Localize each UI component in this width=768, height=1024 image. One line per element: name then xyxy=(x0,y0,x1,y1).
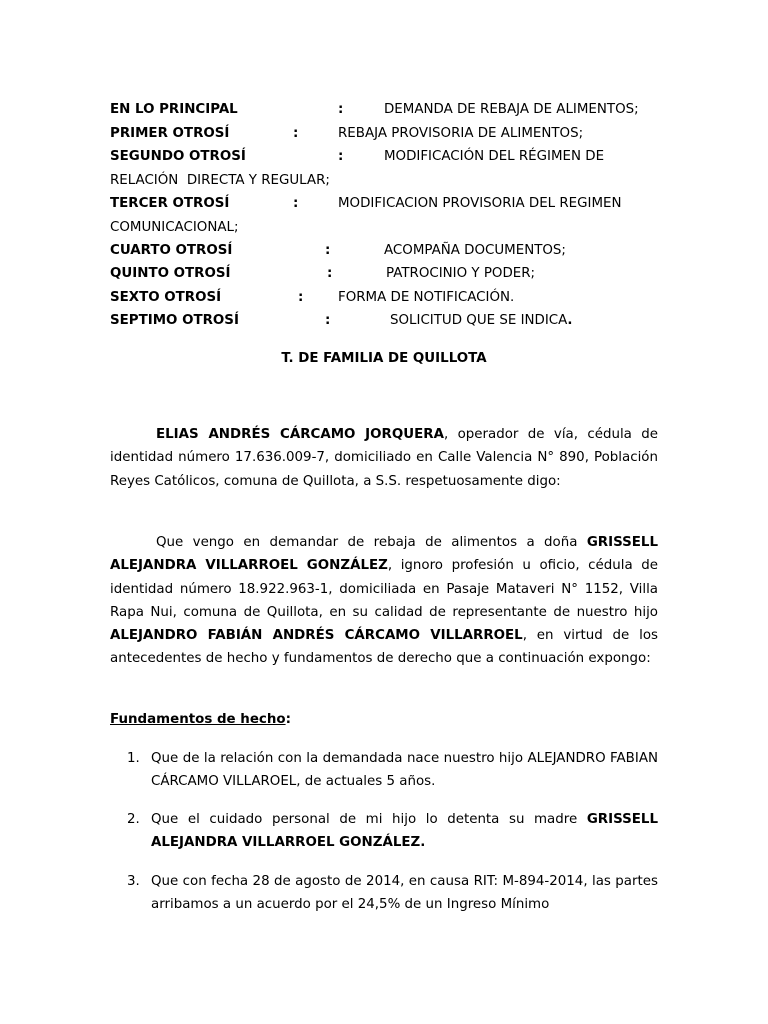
court-title: T. DE FAMILIA DE QUILLOTA xyxy=(281,351,487,366)
section-title-text: Fundamentos de hecho xyxy=(110,712,286,727)
header-label: SEPTIMO OTROSÍ xyxy=(110,313,239,328)
header-text: MODIFICACION PROVISORIA DEL REGIMEN xyxy=(338,196,622,211)
header-text: FORMA DE NOTIFICACIÓN. xyxy=(338,290,515,305)
demand-text-3: , en virtud de los antecedentes de hecho y fundamentos de derecho que a continuación expongo: xyxy=(110,628,658,667)
demand-text-2: , ignoro profesión u oficio, cédula de identidad número 18.922.963-1, domiciliada en Pasaje Mataveri N° 1152, Villa Rapa Nui, comuna de Quillota, en su calidad de representante de nuestro hijo xyxy=(110,558,658,620)
header-label: CUARTO OTROSÍ xyxy=(110,243,233,258)
header-colon: : xyxy=(338,149,344,164)
header-text-continued: COMUNICACIONAL; xyxy=(110,220,239,235)
header-text: ACOMPAÑA DOCUMENTOS; xyxy=(384,243,566,258)
header-line-tercer xyxy=(110,196,229,212)
header-colon: : xyxy=(325,243,331,258)
header-label: SEGUNDO OTROSÍ xyxy=(110,149,246,164)
header-label: QUINTO OTROSÍ xyxy=(110,266,231,281)
header-label: PRIMER OTROSÍ xyxy=(110,126,230,141)
header-line-principal xyxy=(110,102,238,118)
header-text-continued: RELACIÓN DIRECTA Y REGULAR; xyxy=(110,173,330,188)
list-item-text: Que de la relación con la demandada nace nuestro hijo ALEJANDRO FABIAN CÁRCAMO VILLAROEL, de actuales 5 años. xyxy=(151,751,658,790)
section-title-colon: : xyxy=(285,712,291,727)
header-text: DEMANDA DE REBAJA DE ALIMENTOS; xyxy=(384,102,639,117)
header-colon: : xyxy=(298,290,304,305)
header-text: PATROCINIO Y PODER; xyxy=(386,266,536,281)
header-label: SEXTO OTROSÍ xyxy=(110,290,222,305)
header-colon: : xyxy=(293,126,299,141)
header-label: EN LO PRINCIPAL xyxy=(110,102,238,117)
intro-text: , operador de vía, cédula de identidad número 17.636.009-7, domiciliado en Calle Valencia N° 890, Población Reyes Católicos, comuna de Quillota, a S.S. respetuosamente digo: xyxy=(110,427,658,489)
list-item-number: 1. xyxy=(127,751,140,766)
header-line-segundo xyxy=(110,149,246,165)
header-line-sexto xyxy=(110,290,221,306)
header-colon: : xyxy=(293,196,299,211)
section-title xyxy=(110,712,291,728)
header-text: MODIFICACIÓN DEL RÉGIMEN DE xyxy=(384,149,605,164)
list-item-text-part: Que el cuidado personal de mi hijo lo detenta su madre xyxy=(151,812,587,827)
header-line-septimo xyxy=(110,313,239,329)
list-item-text: Que con fecha 28 de agosto de 2014, en causa RIT: M-894-2014, las partes arribamos a un acuerdo por el 24,5% de un Ingreso Mínimo xyxy=(151,874,658,913)
demand-text-1: Que vengo en demandar de rebaja de alimentos a doña xyxy=(156,535,587,550)
header-colon: : xyxy=(325,313,331,328)
defendant-name: GRISSELL ALEJANDRA VILLARROEL GONZÁLEZ xyxy=(110,535,658,574)
header-text xyxy=(390,313,572,329)
header-colon: : xyxy=(338,102,344,117)
list-item-bold: GRISSELL ALEJANDRA VILLARROEL GONZÁLEZ. xyxy=(151,812,658,851)
header-text-value: SOLICITUD QUE SE INDICA xyxy=(390,313,568,328)
header-line-cuarto xyxy=(110,243,232,259)
header-colon: : xyxy=(327,266,333,281)
plaintiff-name: ELIAS ANDRÉS CÁRCAMO JORQUERA xyxy=(156,427,444,442)
list-item-number: 3. xyxy=(127,874,140,889)
list-item-text xyxy=(151,808,658,855)
header-line-primer xyxy=(110,126,229,142)
header-label: TERCER OTROSÍ xyxy=(110,196,230,211)
child-name: ALEJANDRO FABIÁN ANDRÉS CÁRCAMO VILLARROEL xyxy=(110,628,523,644)
intro-paragraph xyxy=(110,423,658,493)
header-end-period: . xyxy=(567,313,573,328)
list-item-number: 2. xyxy=(127,812,140,827)
header-line-quinto xyxy=(110,266,230,282)
demand-paragraph xyxy=(110,531,658,671)
header-text: REBAJA PROVISORIA DE ALIMENTOS; xyxy=(338,126,584,141)
